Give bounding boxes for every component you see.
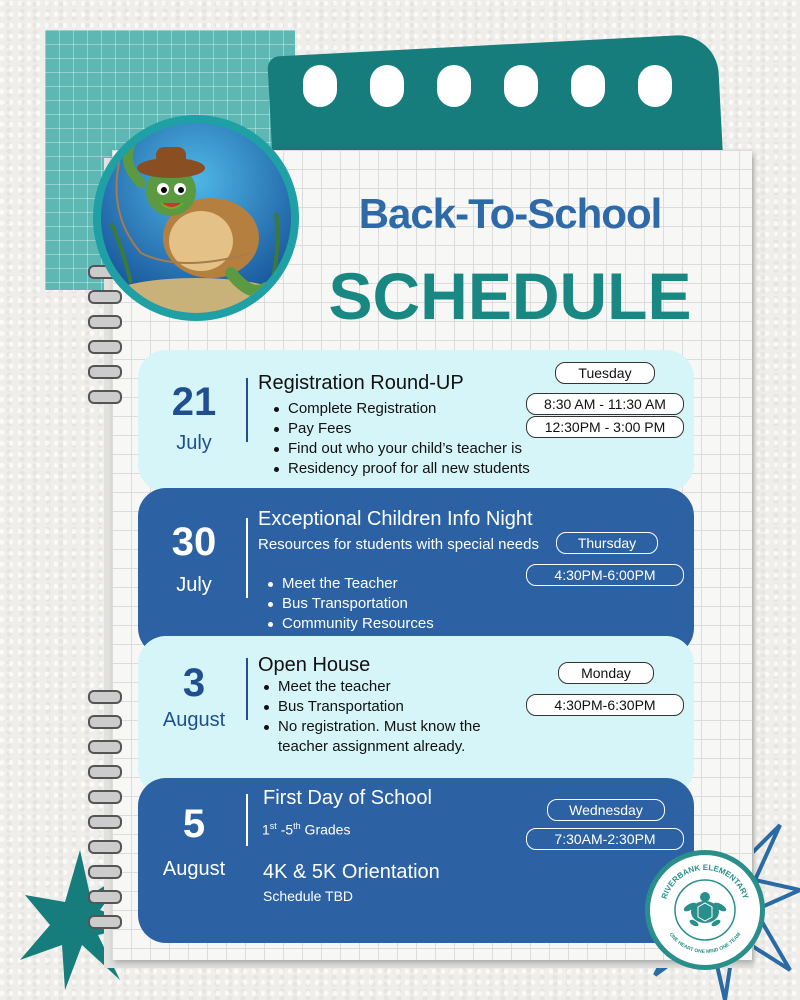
spiral-coil [88,315,122,329]
binder-hole [303,65,337,107]
list-item: Residency proof for all new students [272,459,530,479]
binder-hole [504,65,538,107]
grades-text [262,816,350,840]
spiral-coil [88,290,122,304]
spiral-coil [88,840,122,854]
list-item: Complete Registration [272,399,530,419]
time-badge: 4:30PM-6:00PM [526,564,684,586]
spiral-coil [88,865,122,879]
event-date [138,520,250,597]
event-month: August [162,709,226,731]
divider [246,378,248,442]
binder-hole [370,65,404,107]
event-card-first-day [138,778,694,943]
divider [246,658,248,720]
spiral-coil [88,715,122,729]
event-month: August [162,858,226,880]
divider [246,518,248,598]
grades-label: Grades [300,821,351,838]
binder-hole [571,65,605,107]
spiral-coil [88,365,122,379]
binder-hole [638,65,672,107]
logo-text-bottom: ONE HEART ONE MIND ONE TEAM [667,931,743,956]
grades-end-sup: th [293,821,301,831]
divider [246,794,248,846]
svg-text:ONE HEART ONE MIND ONE TEAM [668,932,743,955]
event-month: July [176,574,212,596]
time-badge: 4:30PM-6:30PM [526,694,684,716]
list-item: No registration. Must know the teacher assignment already. [262,717,492,757]
event-day: 5 [182,802,206,846]
list-item: Bus Transportation [266,594,489,614]
spiral-coil [88,790,122,804]
grades-sep: -5 [276,821,294,838]
weekday-badge: Tuesday [555,362,655,384]
list-item: Pay Fees [272,419,530,439]
weekday-badge: Monday [558,662,654,684]
event-date [138,661,250,732]
spiral-coil [88,915,122,929]
event-subtitle: 4K & 5K Orientation [263,861,440,883]
list-item: Meet the teacher [262,677,492,697]
list-item: Meet the Teacher [266,574,489,594]
spiral-coil [88,690,122,704]
event-month: July [176,432,212,454]
time-badge: 8:30 AM - 11:30 AM [526,393,684,415]
spiral-coil [88,890,122,904]
turtle-cowboy-mascot-icon [93,115,299,321]
event-day: 30 [171,520,217,564]
event-title: First Day of School [263,787,432,809]
event-title: Exceptional Children Info Night [258,508,533,530]
sea-turtle-icon [682,892,727,928]
event-date [138,802,250,881]
weekday-badge: Thursday [556,532,658,554]
list-item: Community Resources [266,614,489,634]
time-badge: 7:30AM-2:30PM [526,828,684,850]
spiral-coil [88,390,122,404]
event-title: Open House [258,654,371,676]
spiral-coil [88,765,122,779]
spiral-coil [88,815,122,829]
event-day: 21 [171,380,217,424]
list-item: Bus Transportation [262,697,492,717]
time-badge: 12:30PM - 3:00 PM [526,416,684,438]
grades-start: 1 [262,821,270,838]
event-description: Resources for students with special needs [258,536,539,553]
event-subnote: Schedule TBD [263,888,354,904]
weekday-badge: Wednesday [547,799,665,821]
spiral-coil [88,740,122,754]
event-card-registration [138,350,694,492]
event-card-open-house [138,636,694,796]
event-bullets [262,677,492,757]
event-bullets [272,399,530,479]
grades-start-sup: st [269,821,277,831]
event-date [138,380,250,455]
title-schedule: SCHEDULE [328,259,692,333]
title-back-to-school: Back-To-School [358,190,662,237]
event-day: 3 [182,661,206,705]
school-logo [645,850,765,970]
logo-text-top: RIVERBANK ELEMENTARY [659,862,751,901]
event-card-exceptional-children [138,488,694,656]
event-title: Registration Round-UP [258,372,464,394]
binder-hole [437,65,471,107]
spiral-coil [88,340,122,354]
list-item: Find out who your child’s teacher is [272,439,530,459]
